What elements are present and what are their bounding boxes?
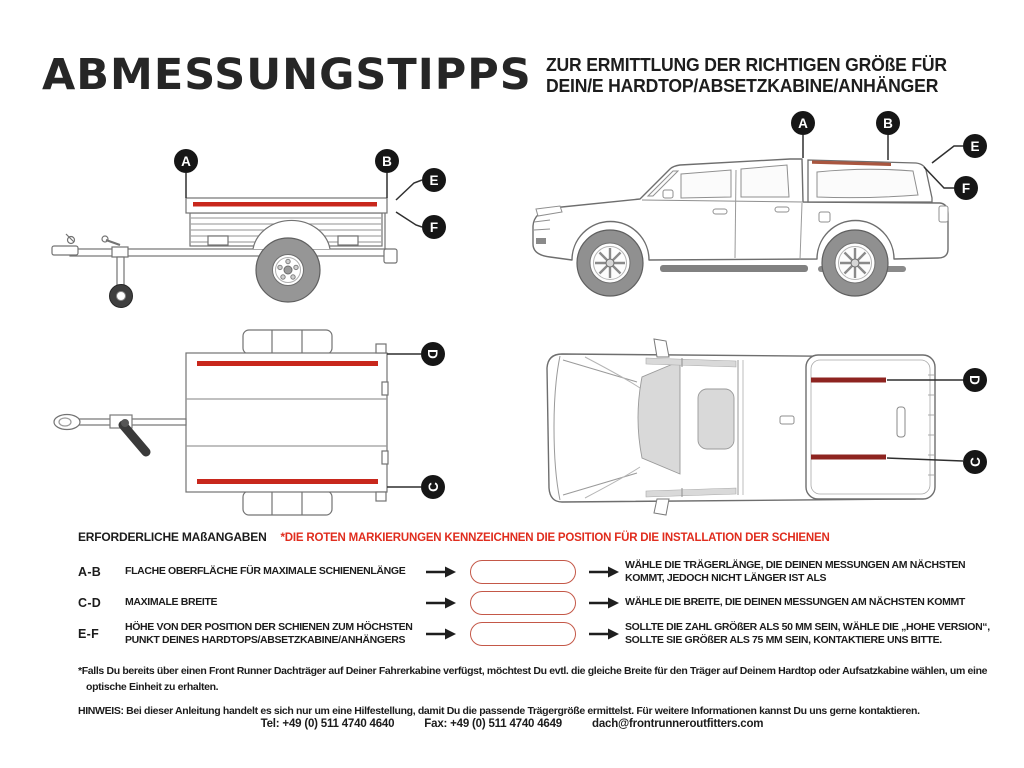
subtitle-line-2: DEIN/E HARDTOP/ABSETZKABINE/ANHÄNGER [546,75,939,97]
rail-position-marking [197,361,378,366]
marker-f [954,176,978,200]
contact-line [0,718,1024,730]
measurement-description: HÖHE VON DER POSITION DER SCHIENEN ZUM HÖCHSTEN PUNKT DEINES HARDTOPS/ABSETZKABINE/ANHÄNGERS [125,620,413,646]
measurement-entry-field [470,622,576,646]
marker-a [791,111,815,135]
marker-e [422,168,446,192]
measurement-description: MAXIMALE BREITE [125,596,218,609]
contact-fax: Fax: +49 (0) 511 4740 4649 [424,718,562,730]
marker-b [375,149,399,173]
svg-text:D: D [425,349,440,359]
svg-text:C: C [426,482,441,492]
truck-side-view-diagram [520,108,1000,313]
truck-top-view-diagram [530,330,1010,530]
left-mirror [654,339,669,357]
red-markings-note: *DIE ROTEN MARKIERUNGEN KENNZEICHNEN DIE POSITION FÜR DIE INSTALLATION DER SCHIENEN [280,532,830,544]
svg-text:F: F [429,220,439,235]
contact-email: dach@frontrunneroutfitters.com [592,718,764,730]
marker-d [963,368,987,392]
range-label: E-F [78,627,100,641]
marker-lines [387,354,421,487]
page-title: ABMESSUNGSTIPPS [42,50,532,100]
rail-position-marking [811,378,886,383]
range-label: A-B [78,565,102,579]
requirement-row-ab [78,555,998,589]
requirements-heading: ERFORDERLICHE MAßANGABEN [78,530,267,544]
svg-text:B: B [883,116,893,131]
truck-front-wheel [577,230,643,296]
trailer-side-art [52,198,397,285]
arrow-right-icon [589,566,619,578]
rail-position-marking [197,479,378,484]
svg-text:E: E [429,173,439,188]
svg-text:D: D [967,375,982,385]
svg-text:A: A [181,154,191,169]
selection-guidance: WÄHLE DIE BREITE, DIE DEINEN MESSUNGEN AM NÄCHSTEN KOMMT [625,596,965,609]
contact-tel: Tel: +49 (0) 511 4740 4640 [260,718,395,730]
truck-top-art [547,339,935,515]
jockey-wheel [110,285,133,308]
requirement-row-ef [78,612,998,656]
measurement-entry-field [470,560,576,584]
marker-e [963,134,987,158]
arrow-right-icon [589,597,619,609]
marker-b [876,111,900,135]
trailer-wheel [256,238,320,302]
svg-text:E: E [970,139,980,154]
svg-text:F: F [961,181,971,196]
marker-c [963,450,987,474]
rail-position-marking [193,202,377,207]
selection-guidance: SOLLTE DIE ZAHL GRÖßER ALS 50 MM SEIN, WÄHLE DIE „HOHE VERSION“, SOLLTE SIE GRÖßER ALS 75 MM SEIN, KONTAKTIERE UNS BITTE. [625,620,990,646]
selection-guidance: WÄHLE DIE TRÄGERLÄNGE, DIE DEINEN MESSUNGEN AM NÄCHSTEN KOMMT, JEDOCH NICHT LÄNGER IST ALS [625,558,966,584]
svg-text:C: C [968,457,983,467]
page-subtitle [546,54,947,97]
trailer-top-view-diagram [40,325,460,530]
footnote-text: *Falls Du bereits über einen Front Runner Dachträger auf Deiner Fahrerkabine verfügst, möchtest Du evtl. die gleiche Breite für den Träger auf Deinem Hardtop oder Aufsatzkabine wählen, um eine optische Einheit zu erhalten. [78,664,988,693]
arrow-right-icon [589,628,619,640]
range-label: C-D [78,596,102,610]
arrow-right-icon [426,597,456,609]
svg-text:A: A [798,116,808,131]
right-mirror [654,499,669,515]
marker-d [421,342,445,366]
svg-text:B: B [382,154,392,169]
jack-handle [123,425,146,452]
trailer-top-art [54,330,388,515]
marker-c [421,475,445,499]
hint-text: HINWEIS: Bei dieser Anleitung handelt es sich nur um eine Hilfestellung, damit Du die passende Trägergröße ermittelst. Für weitere Informationen kannst Du uns gerne kontaktieren. [78,704,920,717]
trailer-side-view-diagram [40,128,460,331]
truck-rear-wheel [822,230,888,296]
jack-pivot [121,419,129,427]
arrow-right-icon [426,566,456,578]
marker-a [174,149,198,173]
marker-f [422,215,446,239]
subtitle-line-1: ZUR ERMITTLUNG DER RICHTIGEN GRÖßE FÜR [546,54,947,75]
arrow-right-icon [426,628,456,640]
rail-position-marking [811,455,886,460]
measurement-description: FLACHE OBERFLÄCHE FÜR MAXIMALE SCHIENENLÄNGE [125,565,406,578]
